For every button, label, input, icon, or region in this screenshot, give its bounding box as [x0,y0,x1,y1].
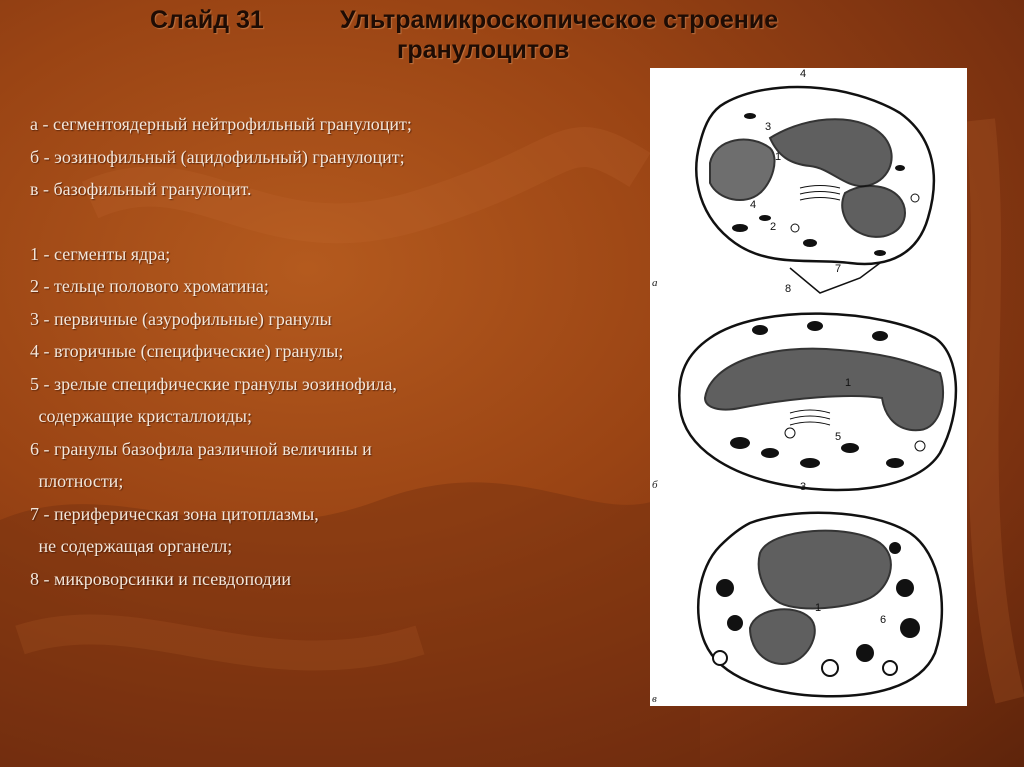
legend-item-b: б - эозинофильный (ацидофильный) гранулоцит; [30,146,405,167]
svg-text:3: 3 [800,481,807,493]
title-line-1: Ультрамикроскопическое строение [340,6,779,34]
svg-text:4: 4 [800,68,807,80]
legend-item-a: а - сегментоядерный нейтрофильный гранулоцит; [30,114,412,134]
legend-text [30,108,640,595]
legend-item-1: 1 - сегменты ядра; [30,243,171,264]
legend-item-8: 8 - микроворсинки и псевдоподии [30,568,291,589]
slide-number: Слайд 31 [150,6,264,34]
panel-label-a: а [652,277,658,289]
svg-text:1: 1 [815,602,822,614]
legend-item-5: 5 - зрелые специфические гранулы эозинофила, [30,373,397,394]
slide-title [150,5,870,65]
cell-v-basophil [652,513,942,705]
svg-text:6: 6 [880,614,887,626]
title-line-2: гранулоцитов [397,36,570,64]
legend-item-6: 6 - гранулы базофила различной величины и [30,438,372,459]
legend-item-7-cont: не содержащая органелл; [34,536,233,556]
svg-text:8: 8 [785,283,792,295]
svg-text:4: 4 [750,199,757,211]
svg-text:1: 1 [775,151,782,163]
cell-b-eosinophil [652,314,956,493]
granulocyte-figure [650,68,967,706]
legend-item-5-cont: содержащие кристаллоиды; [34,406,252,426]
legend-item-7: 7 - периферическая зона цитоплазмы, [30,503,319,524]
svg-text:3: 3 [765,121,772,133]
legend-item-v: в - базофильный гранулоцит. [30,179,252,199]
svg-text:2: 2 [770,221,777,233]
svg-text:5: 5 [835,431,842,443]
granulocyte-drawings [650,68,967,706]
legend-item-6-cont: плотности; [34,471,124,491]
legend-item-2: 2 - тельце полового хроматина; [30,276,269,296]
panel-label-v: в [652,693,657,705]
cell-a-neutrophil [652,68,934,295]
svg-text:1: 1 [845,377,852,389]
svg-text:7: 7 [835,263,842,275]
legend-item-4: 4 - вторичные (специфические) гранулы; [30,341,344,361]
legend-item-3: 3 - первичные (азурофильные) гранулы [30,308,332,329]
panel-label-b: б [652,479,658,491]
